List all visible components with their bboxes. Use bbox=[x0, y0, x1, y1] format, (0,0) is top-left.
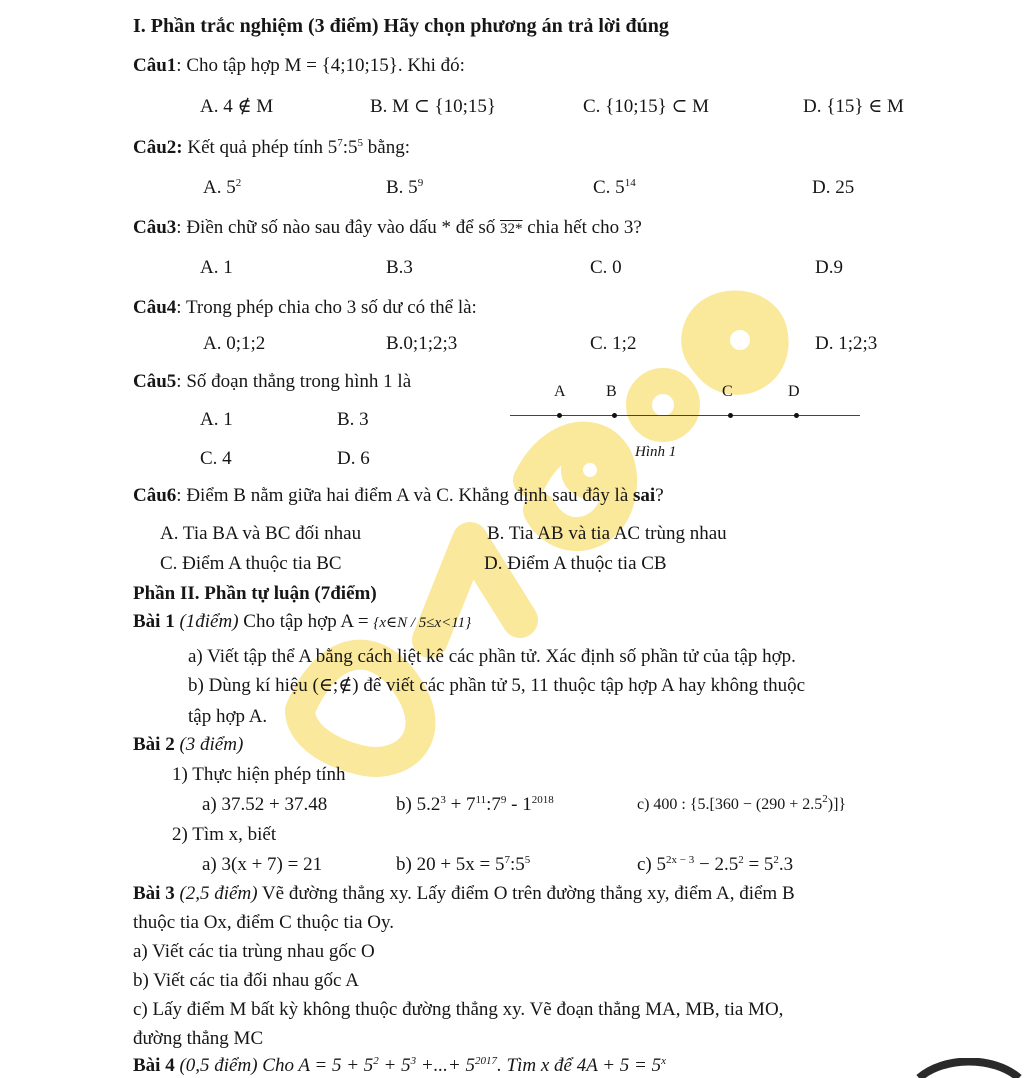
bai2-label: Bài 2 bbox=[133, 734, 175, 755]
q2-option-d: D. 25 bbox=[812, 177, 855, 198]
bai4-stem: Bài 4 (0,5 điểm) Cho $A = 5 + 5^2 + 5^3$ +...+ $5^{2017}$. Tìm x để $4A + 5 = 5^x$ bbox=[133, 1055, 666, 1076]
q2-label: Câu2: bbox=[133, 137, 183, 158]
q6-option-a: A. Tia BA và BC đối nhau bbox=[160, 523, 362, 544]
q1-label: Câu1 bbox=[133, 55, 177, 76]
q4-option-d: D. 1;2;3 bbox=[815, 333, 878, 354]
bai2-e2a: a) 3(x + 7) = 21 bbox=[202, 854, 323, 875]
bai3-c-line1: c) Lấy điểm M bất kỳ không thuộc đường thẳng xy. Vẽ đoạn thẳng MA, MB, tia MO, bbox=[133, 999, 784, 1020]
bai1-b-line2: tập hợp A. bbox=[188, 706, 268, 727]
q6-option-d: D. Điểm A thuộc tia CB bbox=[484, 553, 667, 574]
q3-option-d: D.9 bbox=[815, 257, 843, 278]
q6-label: Câu6 bbox=[133, 485, 177, 506]
part2-heading: Phần II. Phần tự luận (7điểm) bbox=[133, 583, 377, 604]
figure-caption: Hình 1 bbox=[635, 444, 677, 460]
point-c-label: C bbox=[722, 383, 733, 400]
bai2-e1b: b) $5.2^3$ + $7^{11}:7^9 - 1^{2018}$ bbox=[396, 794, 554, 815]
q5-stem: Câu5: Số đoạn thẳng trong hình 1 là bbox=[133, 371, 412, 392]
q4-option-b: B.0;1;2;3 bbox=[386, 333, 458, 354]
part1-heading: I. Phần trắc nghiệm (3 điểm) Hãy chọn phương án trả lời đúng bbox=[133, 15, 669, 37]
q2-option-c: C. $5^{14}$ bbox=[593, 177, 636, 198]
bai4-label: Bài 4 bbox=[133, 1055, 175, 1076]
bai1-b-line1: b) Dùng kí hiệu (∈;∉) để viết các phần tử 5, 11 thuộc tập hợp A hay không thuộc bbox=[188, 675, 806, 696]
q5-option-d: D. 6 bbox=[337, 448, 370, 469]
point-c bbox=[728, 413, 733, 418]
bai2-e1c: c) 400 : $\{5.[360 - (290 + 2.5^2)]\}$ bbox=[637, 793, 847, 813]
q3-option-b: B.3 bbox=[386, 257, 413, 278]
q4-option-c: C. 1;2 bbox=[590, 333, 637, 354]
bai2-sub1: 1) Thực hiện phép tính bbox=[172, 764, 346, 785]
q3-stem: Câu3: Điền chữ số nào sau đây vào dấu * để số 32* chia hết cho 3? bbox=[133, 217, 642, 238]
q3-option-a: A. 1 bbox=[200, 257, 233, 278]
q3-option-c: C. 0 bbox=[590, 257, 622, 278]
q3-label: Câu3 bbox=[133, 217, 177, 238]
point-d bbox=[794, 413, 799, 418]
bai3-b: b) Viết các tia đối nhau gốc A bbox=[133, 970, 359, 991]
bai3-c-line2: đường thẳng MC bbox=[133, 1028, 264, 1049]
q1-option-b: B. M ⊂ {10;15} bbox=[370, 96, 497, 117]
q3-number: 32* bbox=[500, 221, 523, 237]
bai2-e2c: c) $5^{2x - 3} - 2.5^2 = 5^2.3$ bbox=[637, 854, 794, 875]
q4-stem: Câu4: Trong phép chia cho 3 số dư có thể là: bbox=[133, 297, 477, 318]
q6-option-b: B. Tia AB và tia AC trùng nhau bbox=[487, 523, 727, 544]
bai3-stem-line2: thuộc tia Ox, điểm C thuộc tia Oy. bbox=[133, 912, 395, 933]
q2-stem: Câu2: Kết quả phép tính $5^7:5^5$ bằng: bbox=[133, 137, 410, 158]
q5-option-c: C. 4 bbox=[200, 448, 232, 469]
bai2-stem: Bài 2 (3 điểm) bbox=[133, 734, 244, 755]
q1-stem bbox=[133, 55, 465, 77]
q1-option-c: C. {10;15} ⊂ M bbox=[583, 96, 710, 117]
bai1-set: {x∈N / 5≤x<11} bbox=[373, 615, 472, 631]
point-a bbox=[557, 413, 562, 418]
q4-option-a: A. 0;1;2 bbox=[203, 333, 266, 354]
bai1-a: a) Viết tập thể A bằng cách liệt kê các phần tử. Xác định số phần tử của tập hợp. bbox=[188, 646, 796, 667]
bai3-label: Bài 3 bbox=[133, 883, 175, 904]
q5-option-a: A. 1 bbox=[200, 409, 233, 430]
point-a-label: A bbox=[554, 383, 566, 400]
bai3-a: a) Viết các tia trùng nhau gốc O bbox=[133, 941, 375, 962]
point-b bbox=[612, 413, 617, 418]
bai2-e1a: a) 37.52 + 37.48 bbox=[202, 794, 328, 815]
bai1-label: Bài 1 bbox=[133, 611, 175, 632]
bai2-e2b: b) $20 + 5x = 5^7:5^5$ bbox=[396, 854, 531, 875]
figure-line bbox=[510, 415, 860, 416]
q1-option-a: A. 4 ∉ M bbox=[200, 96, 274, 117]
q2-option-b: B. $5^9$ bbox=[386, 177, 424, 198]
point-d-label: D bbox=[788, 383, 800, 400]
q6-stem: Câu6: Điểm B nằm giữa hai điểm A và C. Khẳng định sau đây là sai? bbox=[133, 485, 664, 506]
q1-option-d: D. {15} ∈ M bbox=[803, 96, 904, 117]
q2-option-a: A. $5^2$ bbox=[203, 177, 242, 198]
bai1-stem: Bài 1 (1điểm) Cho tập hợp A = {x∈N / 5≤x<11} bbox=[133, 611, 472, 632]
corner-arc bbox=[914, 1058, 1024, 1078]
bai3-stem-line1: Bài 3 (2,5 điểm) Vẽ đường thẳng xy. Lấy điểm O trên đường thẳng xy, điểm A, điểm B bbox=[133, 883, 795, 904]
q4-label: Câu4 bbox=[133, 297, 177, 318]
q1-text: : Cho tập hợp M = {4;10;15}. Khi đó: bbox=[176, 55, 465, 76]
q5-label: Câu5 bbox=[133, 371, 177, 392]
point-b-label: B bbox=[606, 383, 617, 400]
q6-option-c: C. Điểm A thuộc tia BC bbox=[160, 553, 342, 574]
bai2-sub2: 2) Tìm x, biết bbox=[172, 824, 277, 845]
q5-option-b: B. 3 bbox=[337, 409, 369, 430]
